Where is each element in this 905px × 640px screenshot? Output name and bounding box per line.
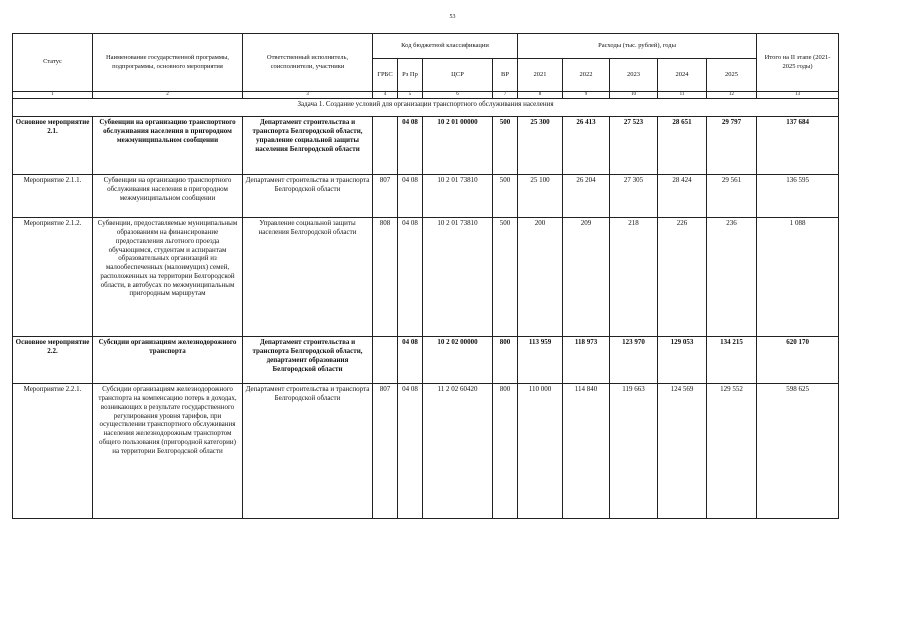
row-status: Основное мероприятие 2.2. [13,337,93,384]
row-2025: 236 [707,218,757,337]
row-rzpr: 04 08 [398,218,423,337]
row-total: 1 088 [757,218,839,337]
row-2025: 134 215 [707,337,757,384]
header-2022: 2022 [563,59,610,92]
col-number: 5 [398,92,423,99]
header-status: Статус [13,34,93,92]
row-2021: 110 000 [518,384,563,519]
row-csr: 10 2 01 73810 [423,218,493,337]
row-executor: Департамент строительства и транспорта Белгородской области, управление социальной защиты населения Белгородской области [243,117,373,175]
row-status: Основное мероприятие 2.1. [13,117,93,175]
row-2021: 200 [518,218,563,337]
col-number: 8 [518,92,563,99]
row-2025: 29 797 [707,117,757,175]
row-2024: 129 053 [658,337,707,384]
col-number: 12 [707,92,757,99]
row-status: Мероприятие 2.1.1. [13,175,93,218]
row-executor: Департамент строительства и транспорта Белгородской области [243,175,373,218]
row-grbs [373,117,398,175]
header-csr: ЦСР [423,59,493,92]
table-row [13,175,839,218]
header-expenses-group: Расходы (тыс. рублей), годы [518,34,757,59]
row-status: Мероприятие 2.1.2. [13,218,93,337]
task-row [13,99,839,117]
table-row [13,117,839,175]
row-2022: 26 413 [563,117,610,175]
header-row-1 [13,34,839,59]
header-name: Наименование государственной программы, подпрограммы, основного мероприятия [93,34,243,92]
row-name: Субвенции на организацию транспортного обслуживания населения в пригородном межмуниципальном сообщении [93,175,243,218]
row-csr: 10 2 01 73810 [423,175,493,218]
header-executor: Ответственный исполнитель, соисполнители, участники [243,34,373,92]
row-2022: 118 973 [563,337,610,384]
row-name: Субсидии организациям железнодорожного транспорта на компенсацию потерь в доходах, возникающих в результате государственного регулирования уровня тарифов, при осуществлении транспортного обслуживания населения железнодорожным транспортом общего пользования (пригородной категории) на территории Белгородской области [93,384,243,519]
task-title: Задача 1. Создание условий для организации транспортного обслуживания населения [13,99,839,117]
row-2023: 119 663 [610,384,658,519]
col-number: 13 [757,92,839,99]
row-2024: 124 569 [658,384,707,519]
header-2024: 2024 [658,59,707,92]
table-row [13,337,839,384]
row-status: Мероприятие 2.2.1. [13,384,93,519]
row-grbs: 807 [373,384,398,519]
header-rzpr: Рз Пр [398,59,423,92]
row-vr: 500 [493,117,518,175]
row-rzpr: 04 08 [398,175,423,218]
header-2021: 2021 [518,59,563,92]
col-number: 3 [243,92,373,99]
row-rzpr: 04 08 [398,337,423,384]
header-vr: ВР [493,59,518,92]
row-2023: 123 970 [610,337,658,384]
col-number: 6 [423,92,493,99]
header-total: Итого на II этапе (2021-2025 годы) [757,34,839,92]
row-2023: 218 [610,218,658,337]
row-name: Субвенции на организацию транспортного обслуживания населения в пригородном межмуниципальном сообщении [93,117,243,175]
row-2024: 226 [658,218,707,337]
row-2022: 114 840 [563,384,610,519]
row-name: Субвенции, предоставляемые муниципальным образованиям на финансирование предоставления льготного проезда обучающимся, студентам и аспирантам образовательных организаций из малообеспеченных (малоимущих) семей, расположенных на территории Белгородской области, в автобусах по межмуниципальным пригородным маршрутам [93,218,243,337]
row-2022: 209 [563,218,610,337]
row-2022: 26 204 [563,175,610,218]
row-csr: 10 2 02 00000 [423,337,493,384]
header-2023: 2023 [610,59,658,92]
column-numbers-row [13,92,839,99]
header-grbs: ГРБС [373,59,398,92]
row-2021: 113 959 [518,337,563,384]
row-2024: 28 424 [658,175,707,218]
budget-table [12,33,839,519]
row-executor: Департамент строительства и транспорта Белгородской области [243,384,373,519]
row-grbs [373,337,398,384]
col-number: 7 [493,92,518,99]
row-vr: 800 [493,337,518,384]
row-total: 136 595 [757,175,839,218]
col-number: 4 [373,92,398,99]
header-2025: 2025 [707,59,757,92]
row-vr: 500 [493,218,518,337]
row-csr: 10 2 01 00000 [423,117,493,175]
table-row [13,218,839,337]
row-2025: 129 552 [707,384,757,519]
row-grbs: 807 [373,175,398,218]
row-csr: 11 2 02 60420 [423,384,493,519]
col-number: 11 [658,92,707,99]
page-number: 53 [449,14,456,20]
col-number: 9 [563,92,610,99]
row-name: Субсидии организациям железнодорожного транспорта [93,337,243,384]
row-rzpr: 04 08 [398,117,423,175]
row-2023: 27 305 [610,175,658,218]
col-number: 10 [610,92,658,99]
row-2021: 25 300 [518,117,563,175]
row-executor: Управление социальной защиты населения Белгородской области [243,218,373,337]
row-executor: Департамент строительства и транспорта Белгородской области, департамент образования Белгородской области [243,337,373,384]
row-2021: 25 100 [518,175,563,218]
header-code-group: Код бюджетной классификации [373,34,518,59]
row-vr: 500 [493,175,518,218]
table-row [13,384,839,519]
col-number: 2 [93,92,243,99]
row-grbs: 808 [373,218,398,337]
row-total: 620 170 [757,337,839,384]
row-vr: 800 [493,384,518,519]
row-2024: 28 651 [658,117,707,175]
row-total: 137 684 [757,117,839,175]
row-rzpr: 04 08 [398,384,423,519]
col-number: 1 [13,92,93,99]
row-2025: 29 561 [707,175,757,218]
row-2023: 27 523 [610,117,658,175]
row-total: 598 625 [757,384,839,519]
